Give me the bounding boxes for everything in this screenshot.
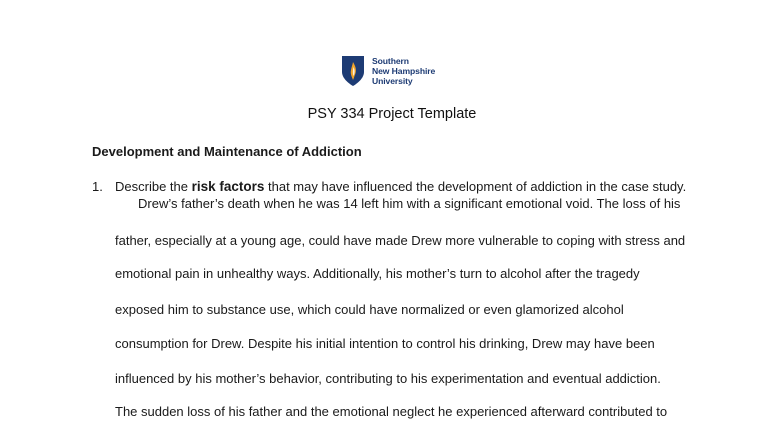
question-suffix: that may have influenced the development of addiction in the case study. <box>264 179 687 194</box>
answer-line: exposed him to substance use, which could have normalized or even glamorized alcohol <box>115 302 624 317</box>
logo-line-3: University <box>372 76 413 86</box>
section-heading: Development and Maintenance of Addiction <box>92 144 362 159</box>
question-prefix: Describe the <box>115 179 192 194</box>
question-number: 1. <box>92 179 103 194</box>
logo-line-1: Southern <box>372 56 409 66</box>
answer-line: consumption for Drew. Despite his initial intention to control his drinking, Drew may have been <box>115 336 655 351</box>
question-emphasis: risk factors <box>191 179 265 194</box>
logo-wordmark <box>372 56 435 86</box>
answer-line: emotional pain in unhealthy ways. Additionally, his mother’s turn to alcohol after the tragedy <box>115 266 640 281</box>
answer-line: Drew’s father’s death when he was 14 left him with a significant emotional void. The loss of his <box>138 196 681 211</box>
university-logo <box>341 53 435 89</box>
question-text <box>115 179 686 194</box>
logo-line-2: New Hampshire <box>372 66 436 76</box>
document-title: PSY 334 Project Template <box>307 106 477 122</box>
answer-line: influenced by his mother’s behavior, contributing to his experimentation and eventual addiction. <box>115 371 661 386</box>
answer-line: The sudden loss of his father and the emotional neglect he experienced afterward contributed to <box>115 404 668 419</box>
answer-line: father, especially at a young age, could have made Drew more vulnerable to coping with stress and <box>115 233 686 248</box>
shield-icon <box>341 55 365 87</box>
